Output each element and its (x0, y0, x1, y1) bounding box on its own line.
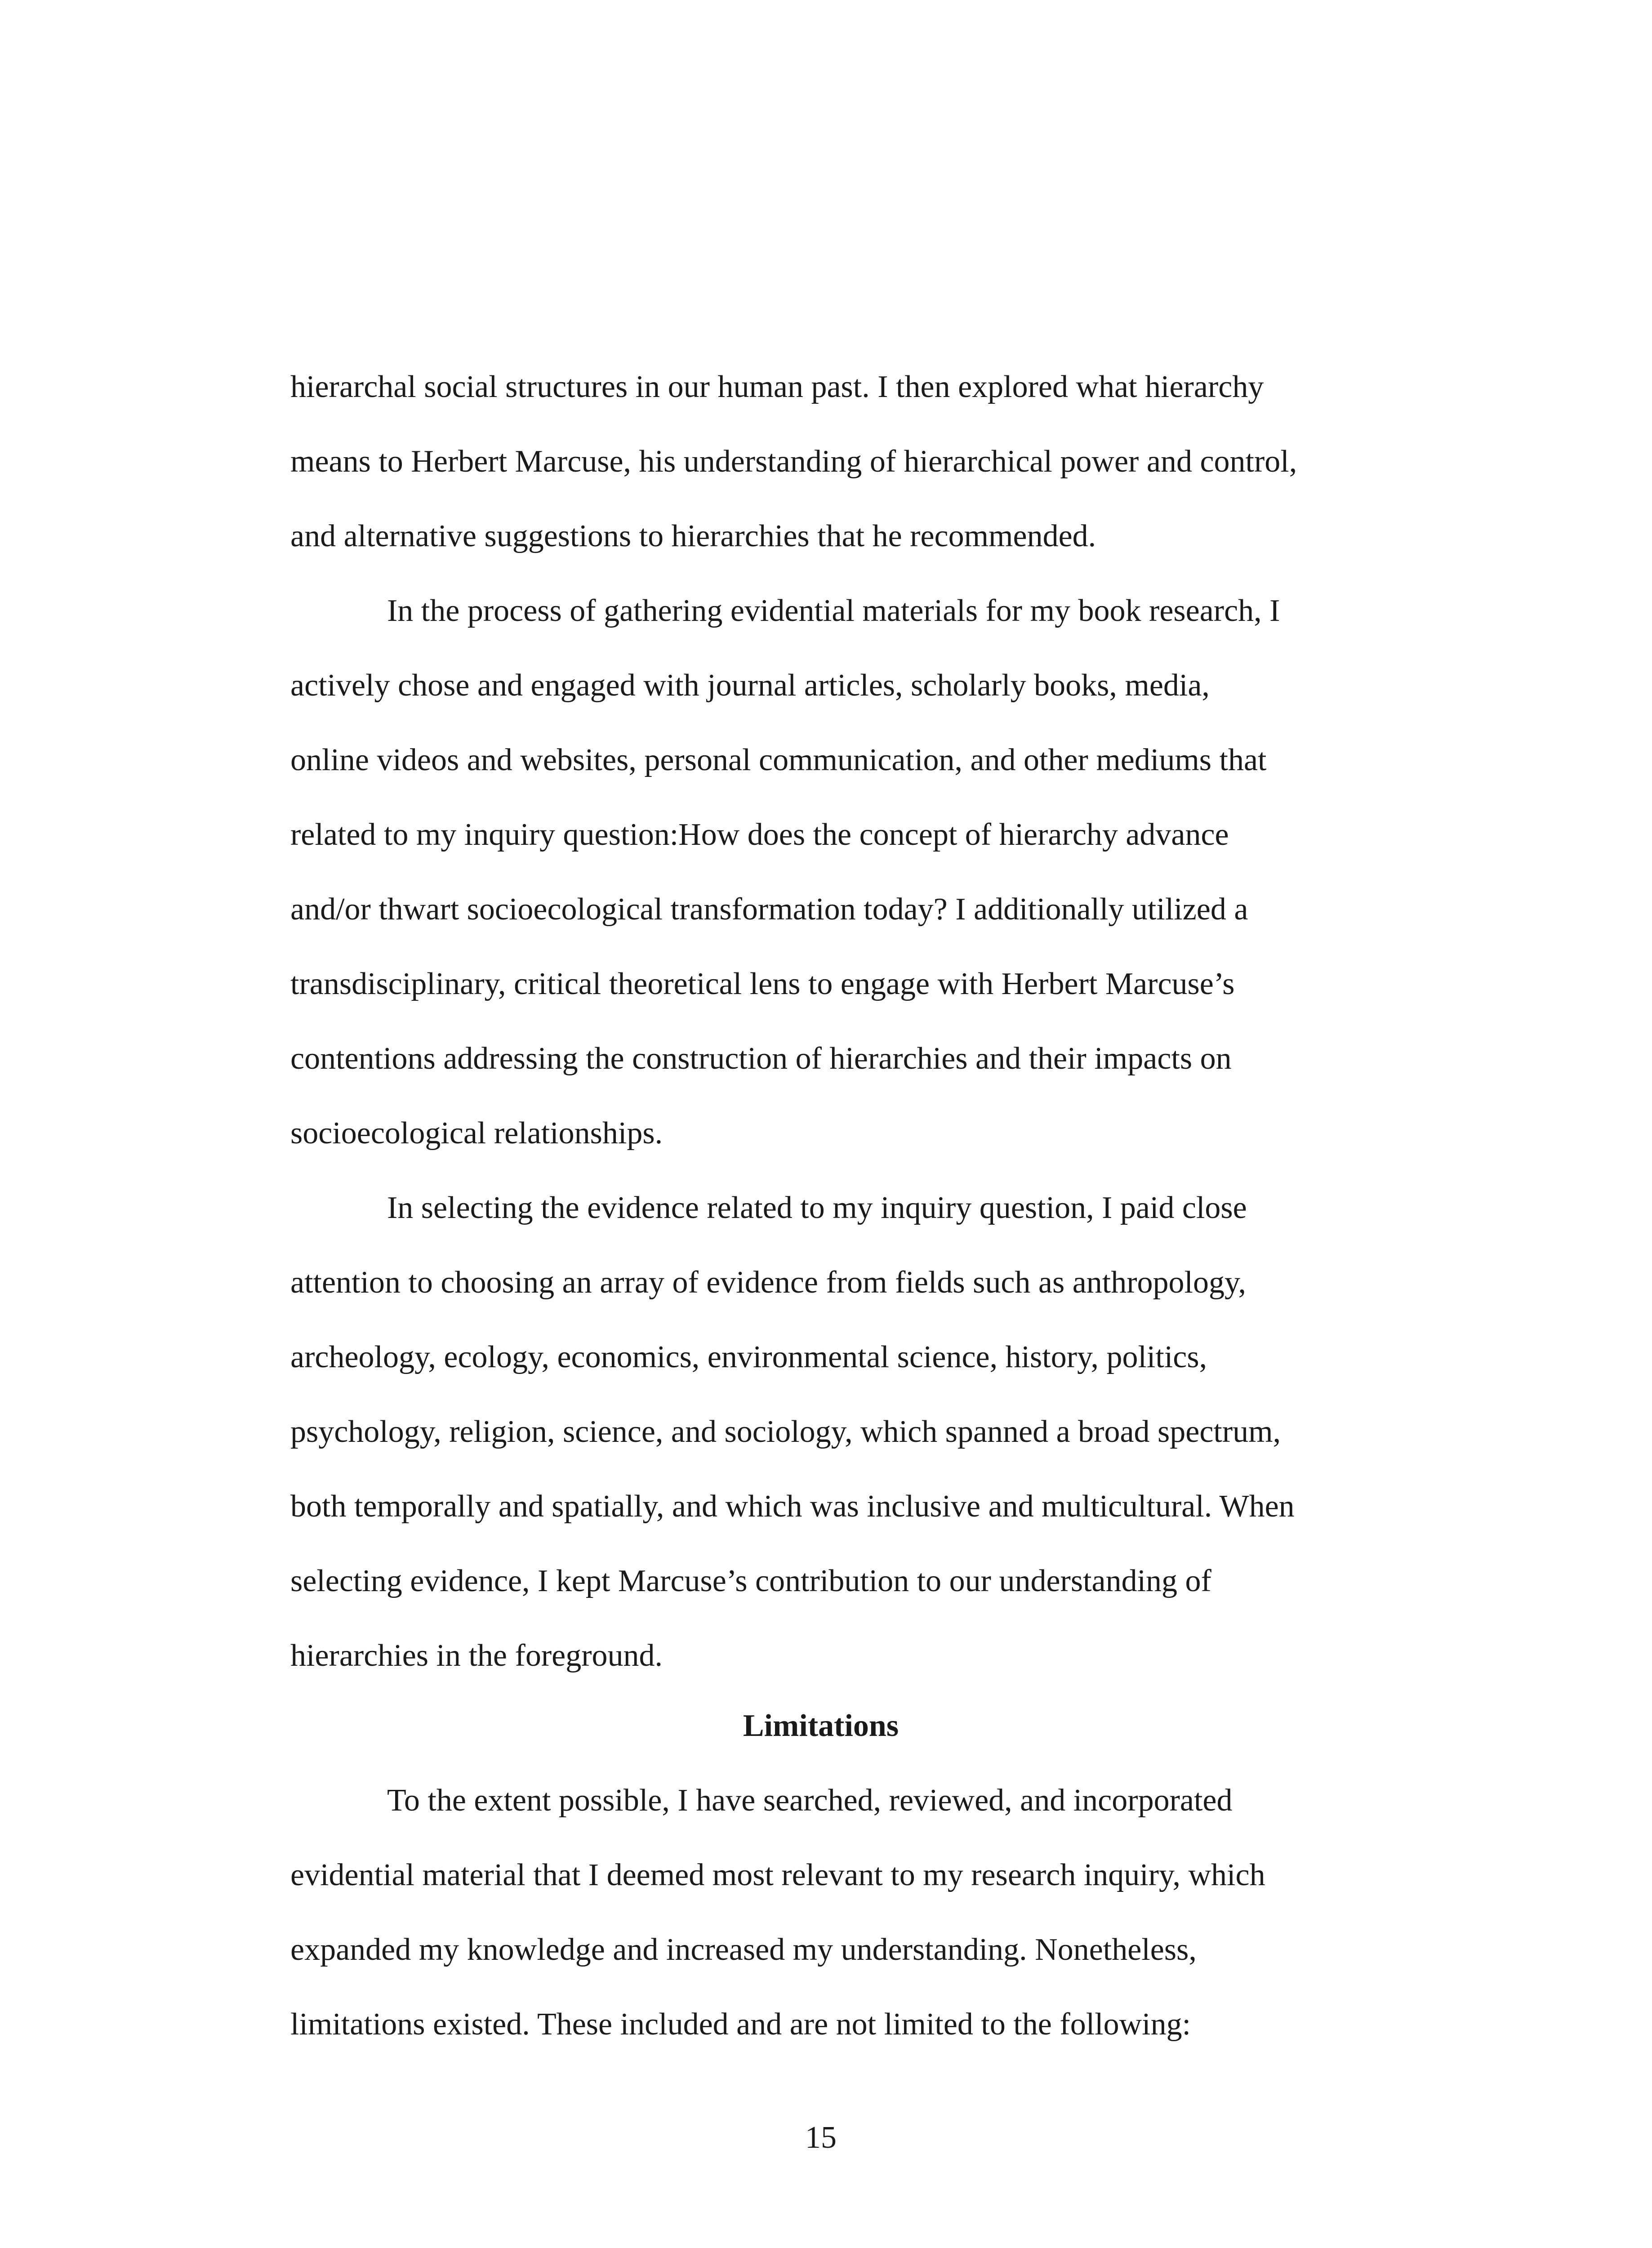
section-heading-limitations: Limitations (743, 1708, 899, 1743)
text-line: actively chose and engaged with journal articles, scholarly books, media, (290, 668, 1210, 703)
text-line: transdisciplinary, critical theoretical lens to engage with Herbert Marcuse’s (290, 967, 1235, 1001)
text-line: related to my inquiry question:How does the concept of hierarchy advance (290, 817, 1229, 852)
text-line: means to Herbert Marcuse, his understanding of hierarchical power and control, (290, 444, 1297, 479)
text-line: hierarchies in the foreground. (290, 1638, 663, 1673)
text-line: archeology, ecology, economics, environmental science, history, politics, (290, 1340, 1207, 1374)
text-line: online videos and websites, personal communication, and other mediums that (290, 743, 1267, 777)
text-line: psychology, religion, science, and sociology, which spanned a broad spectrum, (290, 1414, 1281, 1449)
text-line: expanded my knowledge and increased my understanding. Nonetheless, (290, 1932, 1197, 1967)
text-line: To the extent possible, I have searched, reviewed, and incorporated (387, 1783, 1233, 1818)
main-text-block (290, 371, 1351, 1715)
text-line: hierarchal social structures in our human past. I then explored what hierarchy (290, 370, 1264, 404)
text-line: contentions addressing the construction of hierarchies and their impacts on (290, 1041, 1232, 1076)
text-line: In the process of gathering evidential materials for my book research, I (387, 593, 1280, 628)
text-line: selecting evidence, I kept Marcuse’s contribution to our understanding of (290, 1564, 1211, 1598)
text-line: In selecting the evidence related to my inquiry question, I paid close (387, 1191, 1247, 1225)
text-line: socioecological relationships. (290, 1116, 663, 1151)
limitations-text-block (290, 1785, 1351, 2083)
text-line: evidential material that I deemed most relevant to my research inquiry, which (290, 1858, 1265, 1892)
text-line: limitations existed. These included and are not limited to the following: (290, 2007, 1191, 2042)
text-line: and alternative suggestions to hierarchies that he recommended. (290, 519, 1096, 553)
text-line: and/or thwart socioecological transformation today? I additionally utilized a (290, 892, 1248, 927)
page-number: 15 (805, 2120, 837, 2155)
text-line: both temporally and spatially, and which was inclusive and multicultural. When (290, 1489, 1295, 1524)
text-line: attention to choosing an array of evidence from fields such as anthropology, (290, 1265, 1246, 1300)
